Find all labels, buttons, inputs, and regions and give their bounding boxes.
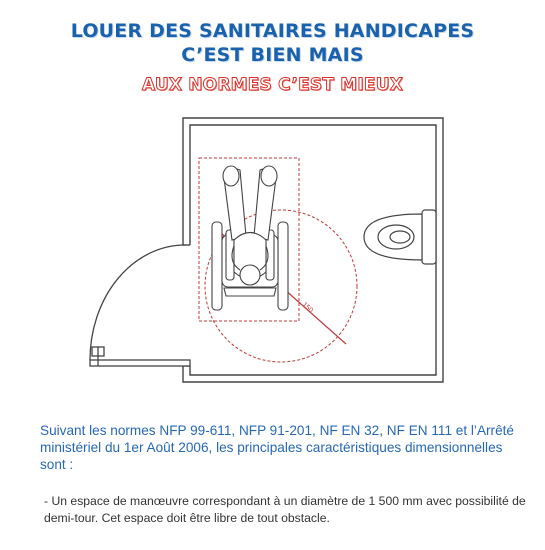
dimension-label: 150 (300, 301, 315, 315)
toilet-icon (364, 210, 436, 264)
norms-intro: Suivant les normes NFP 99-611, NFP 91-201, NF EN 32, NF EN 111 et l’Arrêté ministériel du 1er Août 2006, les principales caractéristiques dimensionnelles sont : (40, 423, 514, 472)
door (90, 245, 190, 366)
bathroom-floor-plan (0, 105, 545, 395)
wheelchair-icon (212, 166, 288, 310)
title-line-2: C’EST BIEN MAIS (181, 44, 364, 66)
maneuver-space-requirement: - Un espace de manœuvre correspondant à un diamètre de 1 500 mm avec possibilité de demi-tour. Cet espace doit être libre de tout obstacle. (44, 494, 526, 525)
title-line-1: LOUER DES SANITAIRES HANDICAPES (70, 20, 475, 42)
title-line-3: AUX NORMES C’EST MIEUX (141, 75, 404, 95)
